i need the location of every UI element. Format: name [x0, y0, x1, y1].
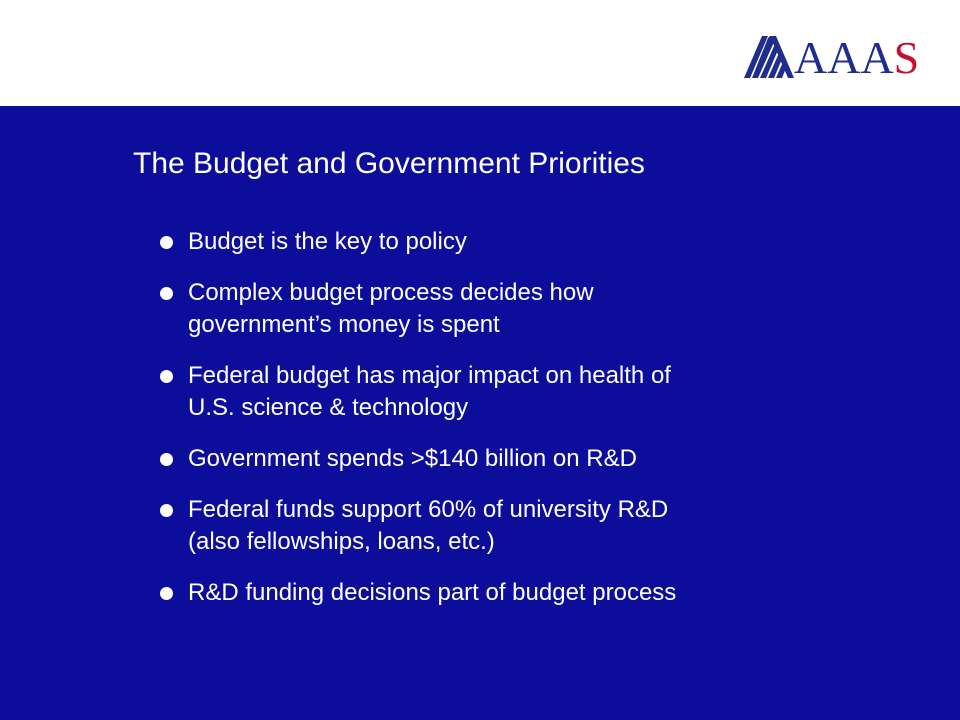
aaas-logo-text-accent: S [893, 32, 920, 83]
bullet-dot-icon [160, 504, 173, 517]
aaas-logo-mark-icon [742, 32, 796, 78]
slide-title: The Budget and Government Priorities [133, 147, 645, 180]
bullet-dot-icon [160, 287, 173, 300]
bullet-item [160, 577, 860, 609]
bullet-dot-icon [160, 370, 173, 383]
bullet-text-line2: government’s money is spent [188, 311, 500, 338]
aaas-logo-text [794, 32, 920, 83]
bullet-text-line2: U.S. science & technology [188, 394, 469, 421]
bullet-text-line1: R&D funding decisions part of budget process [188, 579, 677, 606]
bullet-dot-icon [160, 236, 173, 249]
bullet-text-line1: Federal funds support 60% of university R&D [188, 496, 669, 523]
bullet-item [160, 494, 860, 558]
bullet-item [160, 277, 860, 341]
bullet-item [160, 226, 860, 258]
bullet-text-line1: Budget is the key to policy [188, 228, 467, 255]
bullet-item [160, 360, 860, 424]
bullet-list [160, 226, 860, 628]
bullet-dot-icon [160, 453, 173, 466]
aaas-logo-text-main: AAA [794, 32, 894, 83]
bullet-text-line2: (also fellowships, loans, etc.) [188, 528, 495, 555]
bullet-item [160, 443, 860, 475]
aaas-logo [742, 30, 920, 83]
bullet-text-line1: Federal budget has major impact on health of [188, 362, 671, 389]
bullet-text-line1: Government spends >$140 billion on R&D [188, 445, 637, 472]
bullet-text-line1: Complex budget process decides how [188, 279, 594, 306]
slide-header [0, 0, 960, 106]
bullet-dot-icon [160, 587, 173, 600]
